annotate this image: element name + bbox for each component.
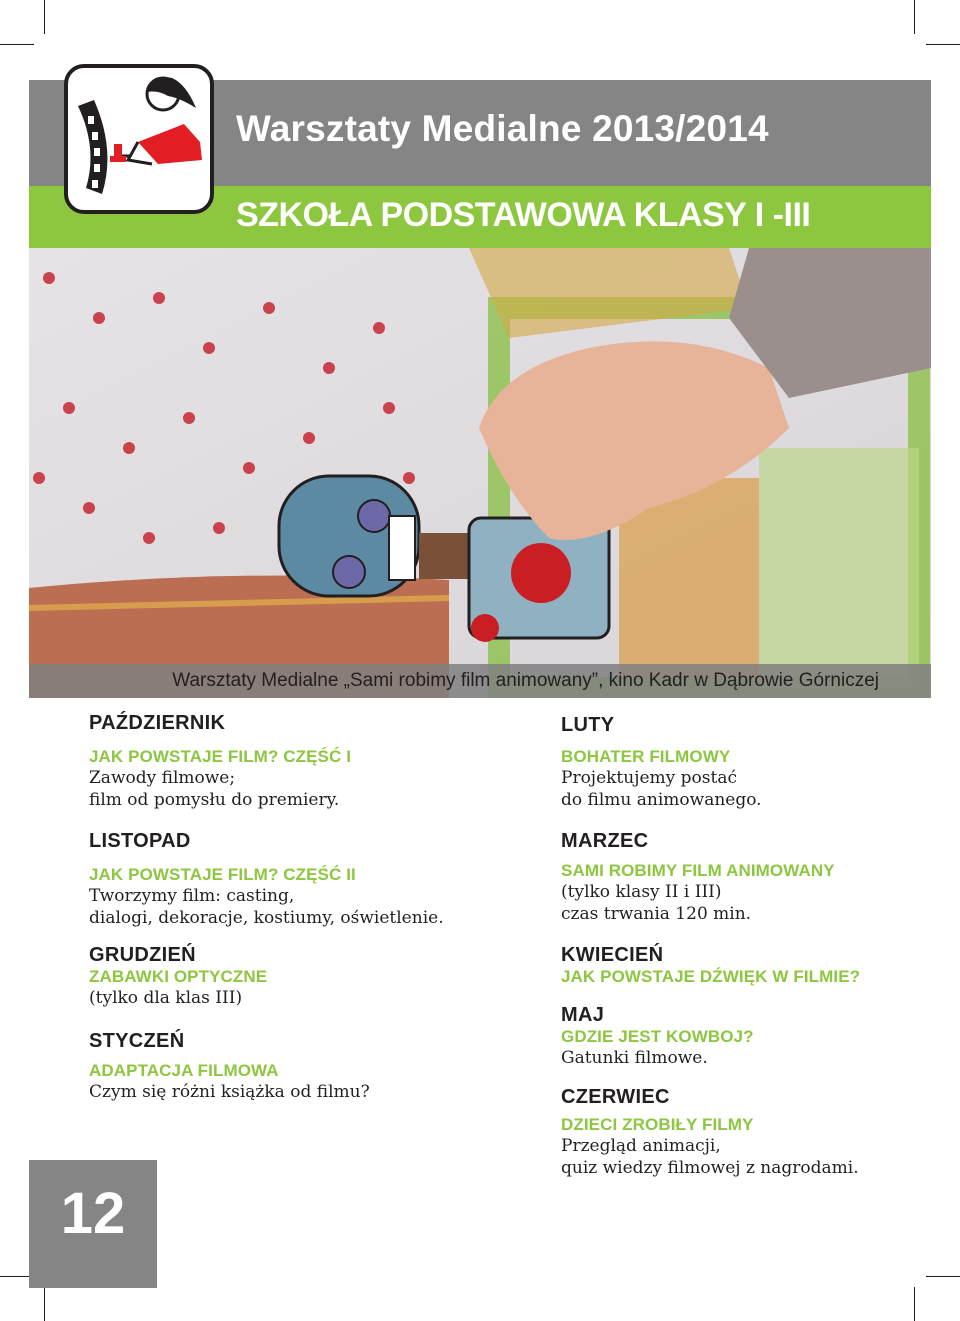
- schedule-entry: [89, 1030, 489, 1103]
- topic-label: ADAPTACJA FILMOWA: [89, 1061, 279, 1080]
- crop-mark: [914, 1287, 915, 1321]
- topic-label: JAK POWSTAJE FILM? CZĘŚĆ II: [89, 865, 356, 884]
- topic-label: JAK POWSTAJE DŹWIĘK W FILMIE?: [561, 967, 861, 986]
- topic-description: dialogi, dekoracje, kostiumy, oświetlenie.: [89, 908, 444, 928]
- topic-label: DZIECI ZROBIŁY FILMY: [561, 1115, 754, 1134]
- month-label: LUTY: [561, 714, 615, 736]
- month-label: GRUDZIEŃ: [89, 944, 196, 966]
- crop-mark: [44, 0, 45, 34]
- film-girl-icon: [68, 68, 210, 210]
- topic-label: ZABAWKI OPTYCZNE: [89, 967, 268, 986]
- crop-mark: [926, 44, 960, 45]
- topic-description: (tylko klasy II i III): [561, 882, 722, 902]
- month-label: MARZEC: [561, 830, 649, 852]
- schedule-entry: [561, 830, 960, 925]
- page-subtitle: SZKOŁA PODSTAWOWA KLASY I -III: [236, 196, 811, 234]
- page-title: Warsztaty Medialne 2013/2014: [236, 108, 769, 149]
- topic-description: czas trwania 120 min.: [561, 904, 752, 924]
- month-label: KWIECIEŃ: [561, 944, 664, 966]
- schedule-entry: [561, 944, 960, 987]
- topic-description: Projektujemy postać: [561, 768, 738, 788]
- topic-description: Gatunki filmowe.: [561, 1048, 708, 1068]
- month-label: CZERWIEC: [561, 1086, 670, 1108]
- schedule-entry: [561, 1004, 960, 1069]
- page-number-box: [29, 1160, 157, 1288]
- crop-mark: [914, 0, 915, 34]
- month-label: PAŹDZIERNIK: [89, 712, 226, 734]
- topic-description: film od pomysłu do premiery.: [89, 790, 340, 810]
- topic-label: JAK POWSTAJE FILM? CZĘŚĆ I: [89, 747, 352, 766]
- schedule-entry: [89, 830, 489, 929]
- crop-mark: [926, 1276, 960, 1277]
- schedule-entry: [561, 1086, 960, 1179]
- workshop-photo: [29, 248, 931, 698]
- topic-label: GDZIE JEST KOWBOJ?: [561, 1027, 754, 1046]
- schedule-entry: [89, 712, 489, 811]
- topic-description: Zawody filmowe;: [89, 768, 236, 788]
- crop-mark: [0, 44, 34, 45]
- topic-label: BOHATER FILMOWY: [561, 747, 731, 766]
- caption-bar: [29, 664, 931, 698]
- topic-description: do filmu animowanego.: [561, 790, 762, 810]
- topic-description: Przegląd animacji,: [561, 1136, 721, 1156]
- month-label: STYCZEŃ: [89, 1030, 185, 1052]
- topic-description: Tworzymy film: casting,: [89, 886, 295, 906]
- schedule-entry: [89, 944, 489, 1009]
- month-label: MAJ: [561, 1004, 605, 1026]
- month-label: LISTOPAD: [89, 830, 191, 852]
- topic-description: Czym się różni książka od filmu?: [89, 1082, 370, 1102]
- workshop-logo: [64, 64, 214, 214]
- topic-label: SAMI ROBIMY FILM ANIMOWANY: [561, 861, 835, 880]
- topic-description: quiz wiedzy filmowej z nagrodami.: [561, 1158, 859, 1178]
- topic-description: (tylko dla klas III): [89, 988, 243, 1008]
- schedule-entry: [561, 714, 960, 811]
- photo-caption: Warsztaty Medialne „Sami robimy film animowany”, kino Kadr w Dąbrowie Górniczej: [172, 670, 879, 691]
- crop-mark: [44, 1287, 45, 1321]
- page-number: 12: [60, 1181, 126, 1246]
